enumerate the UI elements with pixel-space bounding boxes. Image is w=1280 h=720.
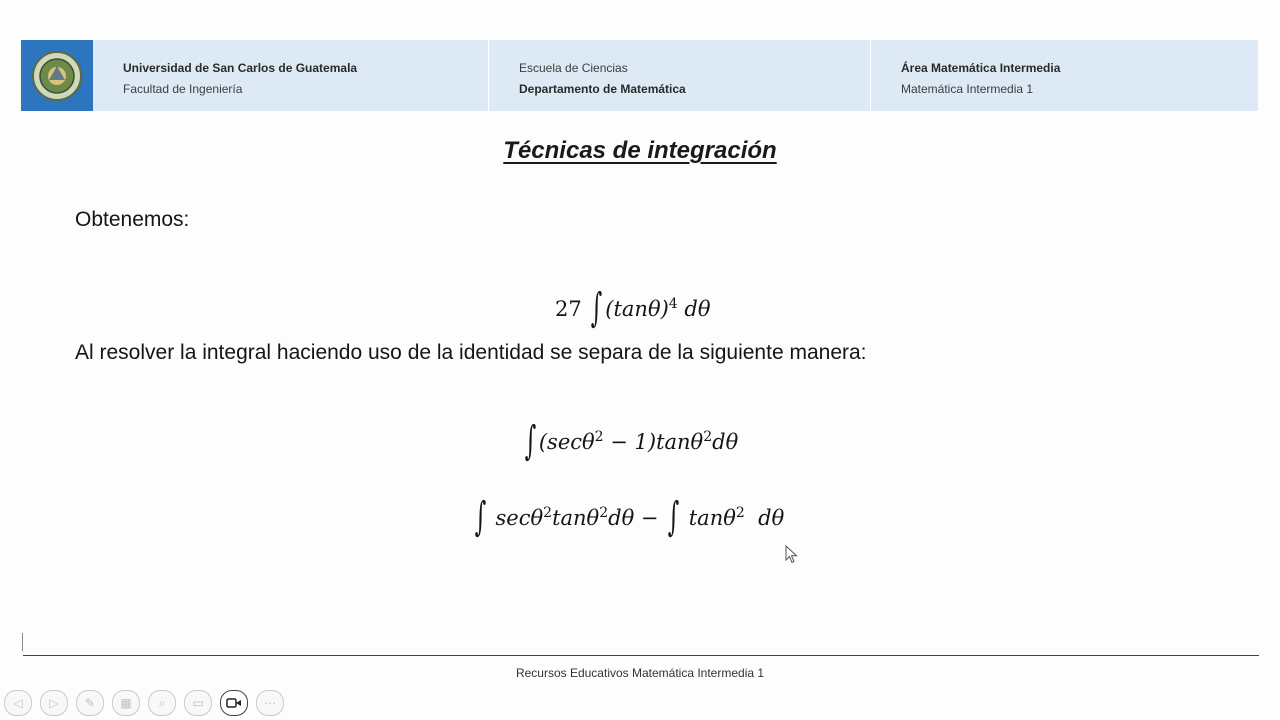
equation-1: 27 ∫ $(\tan\theta)^4$ dθ xyxy=(555,285,711,331)
subtitle-icon[interactable]: ▭ xyxy=(184,690,212,716)
equation-3: ∫ secθ$^2$tanθ$^2$dθ − ∫ tanθ$^2$ dθ xyxy=(474,494,785,540)
university-logo xyxy=(21,40,93,111)
integral-sign: ∫ xyxy=(667,494,680,540)
school-name: Escuela de Ciencias xyxy=(519,61,628,75)
area-name: Área Matemática Intermedia xyxy=(901,61,1061,75)
header-area xyxy=(870,40,1258,111)
presentation-toolbar xyxy=(4,690,284,716)
seal-icon xyxy=(31,50,83,102)
university-name: Universidad de San Carlos de Guatemala xyxy=(123,61,358,75)
integral-sign: ∫ xyxy=(591,285,603,331)
grid-icon[interactable]: ▦ xyxy=(112,690,140,716)
footer-divider xyxy=(23,655,1259,656)
more-icon[interactable]: ⋯ xyxy=(256,690,284,716)
camera-glyph xyxy=(226,698,242,708)
faculty-name: Facultad de Ingeniería xyxy=(123,82,243,96)
camera-icon[interactable] xyxy=(220,690,248,716)
footer-text: Recursos Educativos Matemática Intermedia 1 xyxy=(515,666,765,680)
next-icon[interactable]: ▷ xyxy=(40,690,68,716)
header-school xyxy=(488,40,870,111)
department-name: Departamento de Matemática xyxy=(519,82,686,96)
header-university xyxy=(93,40,488,111)
course-name: Matemática Intermedia 1 xyxy=(901,82,1034,96)
mouse-cursor-icon xyxy=(785,545,799,565)
integral-sign: ∫ xyxy=(524,418,537,464)
equation-2: ∫ (secθ$^2$ − 1)tanθ$^2$dθ xyxy=(524,418,739,464)
body-text: Al resolver la integral haciendo uso de la identidad se separa de la siguiente manera: xyxy=(75,341,867,364)
margin-mark xyxy=(22,633,23,651)
previous-icon[interactable]: ◁ xyxy=(4,690,32,716)
pen-icon[interactable]: ✎ xyxy=(76,690,104,716)
zoom-icon[interactable]: ⌕ xyxy=(148,690,176,716)
header-banner xyxy=(21,40,1258,111)
integral-sign: ∫ xyxy=(474,494,487,540)
intro-text: Obtenemos: xyxy=(75,208,190,231)
slide-title: Técnicas de integración xyxy=(503,137,777,164)
